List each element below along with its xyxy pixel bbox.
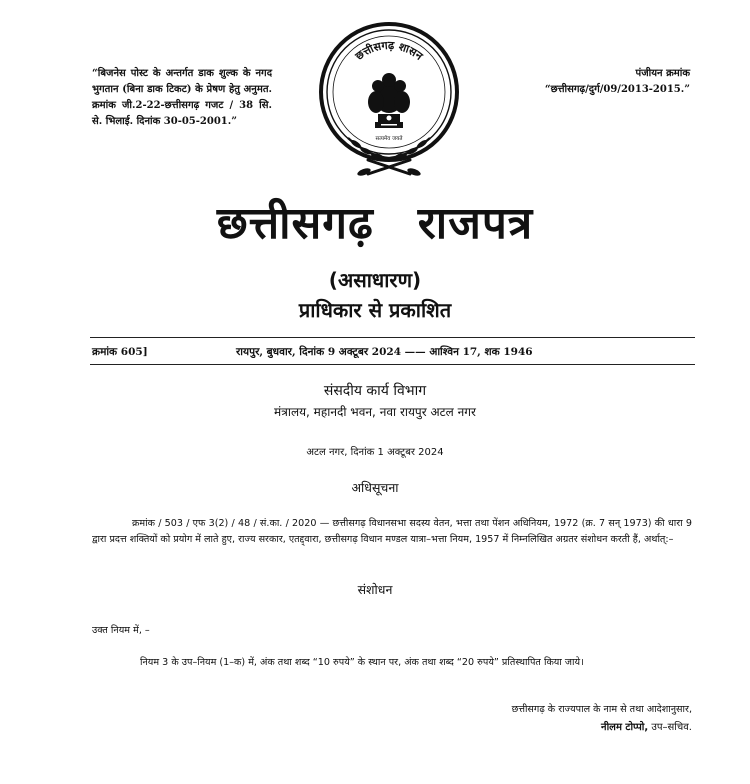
issue-rule-top <box>90 337 695 338</box>
issue-date-line: रायपुर, बुधवार, दिनांक 9 अक्टूबर 2024 —— आश्विन 17, शक 1946 <box>236 346 533 358</box>
amendment-title: संशोधन <box>357 582 393 597</box>
registration-label: पंजीयन क्रमांक <box>635 68 690 79</box>
masthead-word-gazette: राजपत्र <box>417 198 534 249</box>
issue-rule-bottom <box>90 364 695 365</box>
department-name: संसदीय कार्य विभाग <box>323 383 427 399</box>
signatory <box>601 721 692 735</box>
signer-designation: उप–सचिव. <box>651 722 692 733</box>
notification-title: अधिसूचना <box>351 480 399 495</box>
place-date: अटल नगर, दिनांक 1 अक्टूबर 2024 <box>306 447 444 458</box>
order-line: छत्तीसगढ़ के राज्यपाल के नाम से तथा आदेशानुसार, <box>511 704 692 715</box>
said-rules-line: उक्त नियम में, – <box>92 625 150 636</box>
emblem-arc-text: छत्तीसगढ़ शासन <box>352 38 426 63</box>
registration-block <box>450 66 690 98</box>
department-address: मंत्रालय, महानदी भवन, नवा रायपुर अटल नगर <box>274 405 476 419</box>
notification-paragraph: क्रमांक / 503 / एफ 3(2) / 48 / सं.का. / 2020 — छत्तीसगढ़ विधानसभा सदस्य वेतन, भत्ता तथा पेंशन अधिनियम, 1972 (क्र. 7 सन् 1973) की धारा 9 द्वारा प्रदत्त शक्तियों को प्रयोग में लाते हुए, राज्य सरकार, एतद्द्वारा, छत्तीसगढ़ विधान मण्डल यात्रा–भत्ता नियम, 1957 में निम्नलिखित अग्रतर संशोधन करती हैं, अर्थात्:– <box>92 518 692 545</box>
masthead-word-state: छत्तीसगढ़ <box>216 198 374 249</box>
extraordinary-label: (असाधारण) <box>328 268 422 292</box>
authority-label: प्राधिकार से प्रकाशित <box>298 298 452 322</box>
registration-number: “छत्तीसगढ़/दुर्ग/09/2013-2015.” <box>544 84 690 95</box>
signer-name: नीलम टोप्पो, <box>601 722 649 733</box>
gazette-masthead <box>0 196 750 252</box>
state-emblem-icon <box>318 10 460 182</box>
issue-number: क्रमांक 605] <box>92 346 148 358</box>
postal-permit-note: “बिजनेस पोस्ट के अन्तर्गत डाक शुल्क के नगद भुगतान (बिना डाक टिकट) के प्रेषण हेतु अनुमत. क्रमांक जी.2-22-छत्तीसगढ़ गजट / 38 सि. से. भिलाई. दिनांक 30-05-2001.” <box>92 68 272 127</box>
amendment-paragraph: नियम 3 के उप–नियम (1–क) में, अंक तथा शब्द “10 रुपये” के स्थान पर, अंक तथा शब्द “20 रुपये” प्रतिस्थापित किया जाये। <box>140 657 584 668</box>
emblem-motto: सत्यमेव जयते <box>375 136 403 142</box>
